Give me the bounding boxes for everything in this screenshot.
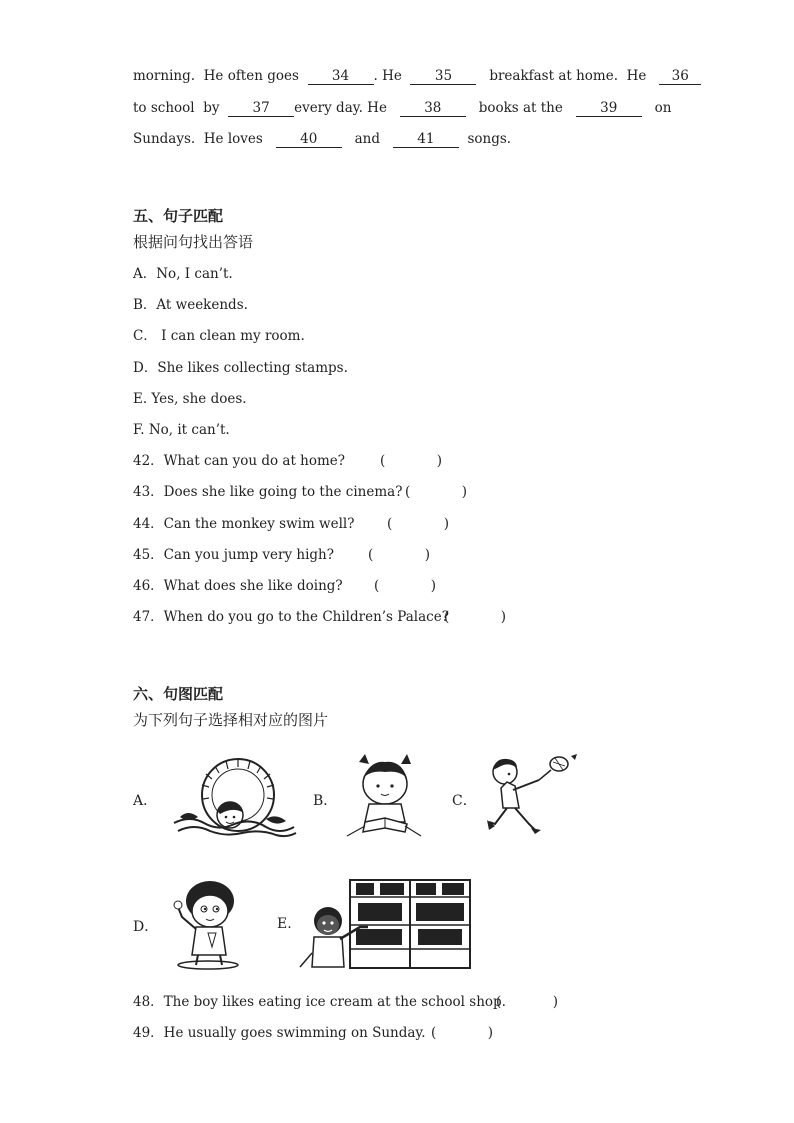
option-a: A．No, I can’t. — [133, 266, 233, 282]
section-5-instruction: 根据问句找出答语 — [133, 233, 254, 251]
question-49 — [133, 1024, 494, 1042]
option-d: D．She likes collecting stamps. — [133, 360, 348, 376]
question-text: 42．What can you do at home? — [133, 453, 346, 469]
answer-blank-41[interactable]: 41 — [393, 132, 459, 148]
passage-text: He loves — [203, 131, 263, 147]
passage-text: Sundays. — [133, 131, 196, 147]
picture-label-d: D． — [133, 919, 159, 935]
answer-blank-39[interactable]: 39 — [576, 101, 642, 117]
section-5-title: 五、句子匹配 — [133, 207, 224, 225]
answer-blank-36[interactable]: 36 — [659, 69, 701, 85]
answer-parens-43[interactable]: ( ) — [405, 484, 468, 500]
question-text: 43．Does she like going to the cinema? — [133, 484, 403, 500]
passage-line-1 — [133, 67, 701, 85]
answer-blank-35[interactable]: 35 — [410, 69, 476, 85]
answer-parens-48[interactable]: ( ) — [496, 994, 559, 1010]
answer-blank-38[interactable]: 38 — [400, 101, 466, 117]
question-text: 49．He usually goes swimming on Sunday. — [133, 1025, 426, 1041]
answer-blank-34[interactable]: 34 — [308, 69, 374, 85]
passage-text: morning. — [133, 68, 196, 84]
passage-text: He — [626, 68, 647, 84]
picture-label-b: B． — [313, 793, 338, 809]
question-47 — [133, 608, 507, 626]
option-f: F. No, it can’t. — [133, 422, 230, 438]
option-c: C． I can clean my room. — [133, 328, 305, 344]
library-boy-picture — [298, 877, 473, 971]
answer-parens-45[interactable]: ( ) — [368, 547, 431, 563]
passage-text: He — [203, 68, 224, 84]
passage-text: goes — [267, 68, 299, 84]
passage-text: . He — [373, 68, 402, 84]
question-42 — [133, 452, 443, 470]
passage-text: every day. — [294, 100, 363, 116]
picture-label-a: A． — [133, 793, 158, 809]
passage-text: songs. — [467, 131, 512, 147]
question-text: 46．What does she like doing? — [133, 578, 343, 594]
section-6-instruction: 为下列句子选择相对应的图片 — [133, 711, 329, 729]
picture-label-c: C． — [452, 793, 477, 809]
badminton-boy-picture — [485, 752, 580, 840]
passage-text: breakfast at home. — [489, 68, 618, 84]
answer-blank-40[interactable]: 40 — [276, 132, 342, 148]
picture-label-e: E. — [277, 916, 292, 932]
answer-parens-44[interactable]: ( ) — [387, 516, 450, 532]
question-45 — [133, 546, 431, 564]
question-46 — [133, 577, 437, 595]
swimming-boy-picture — [170, 757, 300, 839]
ice-cream-boy-picture — [168, 877, 248, 971]
answer-parens-49[interactable]: ( ) — [431, 1025, 494, 1041]
passage-text: He — [367, 100, 387, 116]
answer-parens-46[interactable]: ( ) — [374, 578, 437, 594]
option-b: B．At weekends. — [133, 297, 248, 313]
passage-line-3 — [133, 130, 511, 148]
passage-text: and — [354, 131, 380, 147]
passage-text: by — [203, 100, 220, 116]
answer-blank-37[interactable]: 37 — [228, 101, 294, 117]
question-48 — [133, 993, 559, 1011]
passage-text: books at the — [478, 100, 563, 116]
passage-text: on — [654, 100, 672, 116]
reading-girl-picture — [345, 752, 425, 840]
question-text: 45．Can you jump very high? — [133, 547, 334, 563]
question-43 — [133, 483, 468, 501]
section-6-title: 六、句图匹配 — [133, 685, 224, 703]
option-e: E. Yes, she does. — [133, 391, 247, 407]
answer-parens-47[interactable]: ( ) — [444, 609, 507, 625]
question-text: 47．When do you go to the Children’s Palace? — [133, 609, 449, 625]
question-text: 44．Can the monkey swim well? — [133, 516, 355, 532]
question-text: 48．The boy likes eating ice cream at the school shop. — [133, 994, 506, 1010]
passage-text: to school — [133, 100, 195, 116]
passage-text: often — [227, 68, 263, 84]
question-44 — [133, 515, 450, 533]
answer-parens-42[interactable]: ( ) — [380, 453, 443, 469]
passage-line-2 — [133, 99, 671, 117]
